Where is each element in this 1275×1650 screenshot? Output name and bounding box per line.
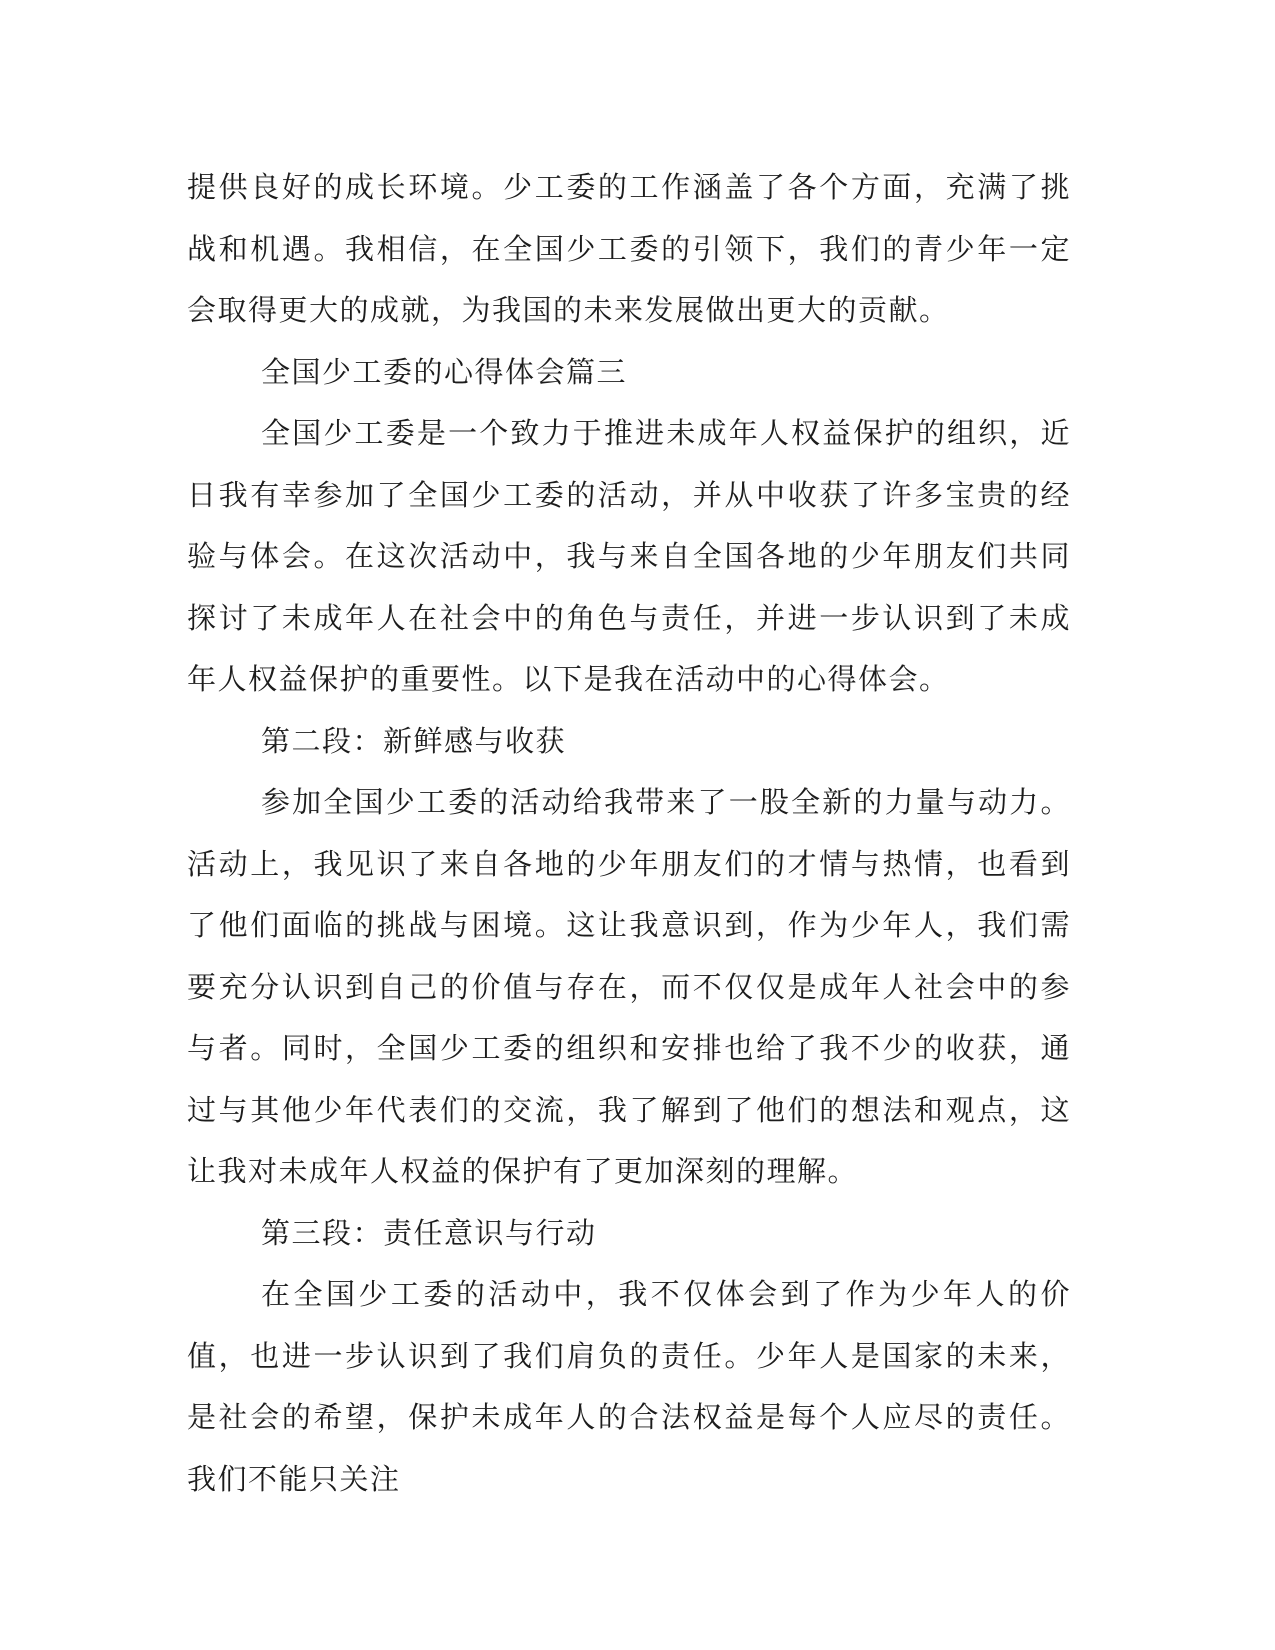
paragraph-continuation: 提供良好的成长环境。少工委的工作涵盖了各个方面，充满了挑战和机遇。我相信，在全国少工委的引领下，我们的青少年一定会取得更大的成就，为我国的未来发展做出更大的贡献。 [187,170,1071,327]
document-body [187,157,1071,1510]
paragraph-section-3: 在全国少工委的活动中，我不仅体会到了作为少年人的价值，也进一步认识到了我们肩负的责任。少年人是国家的未来，是社会的希望，保护未成年人的合法权益是每个人应尽的责任。我们不能只关注 [187,1277,1071,1496]
paragraph-section-2: 参加全国少工委的活动给我带来了一股全新的力量与动力。活动上，我见识了来自各地的少年朋友们的才情与热情，也看到了他们面临的挑战与困境。这让我意识到，作为少年人，我们需要充分认识到自己的价值与存在，而不仅仅是成年人社会中的参与者。同时，全国少工委的组织和安排也给了我不少的收获，通过与其他少年代表们的交流，我了解到了他们的想法和观点，这让我对未成年人权益的保护有了更加深刻的理解。 [187,785,1071,1188]
section-title: 全国少工委的心得体会篇三 [261,354,628,389]
section-heading-2: 第二段：新鲜感与收获 [261,723,567,758]
paragraph-intro: 全国少工委是一个致力于推进未成年人权益保护的组织，近日我有幸参加了全国少工委的活动，并从中收获了许多宝贵的经验与体会。在这次活动中，我与来自全国各地的少年朋友们共同探讨了未成年人在社会中的角色与责任，并进一步认识到了未成年人权益保护的重要性。以下是我在活动中的心得体会。 [187,416,1071,696]
section-heading-3: 第三段：责任意识与行动 [261,1215,597,1250]
